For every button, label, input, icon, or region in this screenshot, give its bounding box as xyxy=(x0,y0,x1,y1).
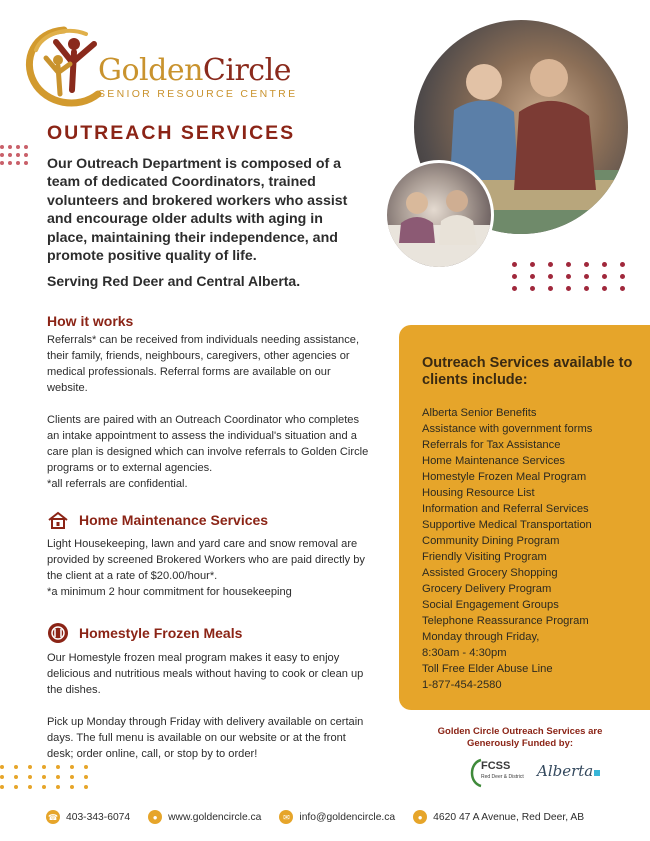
decorative-dots-right xyxy=(512,262,638,298)
intro-paragraph: Our Outreach Department is composed of a team of dedicated Coordinators, trained volunteers and brokered workers who assist and encourage older adults with aging in place, maintaining their independence, and promote positive quality of life. xyxy=(47,156,348,265)
how-it-works-body xyxy=(47,332,369,492)
mail-icon: ✉ xyxy=(279,810,293,824)
services-panel-heading: Outreach Services available to clients include: xyxy=(422,355,633,388)
service-item: Toll Free Elder Abuse Line xyxy=(422,663,553,675)
services-list xyxy=(422,405,650,693)
service-item: Monday through Friday, xyxy=(422,631,540,643)
referral-confidential-note: *all referrals are confidential. xyxy=(47,478,188,490)
fcss-sublabel: Red Deer & District xyxy=(481,774,524,780)
how-it-works-paragraph-2-text: Clients are paired with an Outreach Coordinator who completes an intake appointment to assess the individual's situation and a care plan is designed which can involve referrals to Golden Circle programs or to external agencies. xyxy=(47,414,369,474)
frozen-meals-heading: Homestyle Frozen Meals xyxy=(79,625,243,641)
service-item: Alberta Senior Benefits xyxy=(422,407,537,419)
service-item: Home Maintenance Services xyxy=(422,455,566,467)
how-it-works-paragraph-1: Referrals* can be received from individuals needing assistance, their family, friends, neighbours, caregivers, other agencies or medical professionals. Referral forms are available on our website. xyxy=(47,334,360,394)
funding-note: Golden Circle Outreach Services are Generously Funded by: xyxy=(437,726,603,749)
brand-name-golden: Golden xyxy=(98,53,203,88)
address-contact xyxy=(413,810,584,824)
home-maintenance-heading: Home Maintenance Services xyxy=(79,512,269,528)
alberta-logo xyxy=(537,762,600,780)
phone-contact[interactable] xyxy=(46,810,130,824)
service-item: 1-877-454-2580 xyxy=(422,679,502,691)
service-item: Friendly Visiting Program xyxy=(422,551,547,563)
how-it-works-heading: How it works xyxy=(47,313,134,329)
globe-icon: ● xyxy=(148,810,162,824)
website-link[interactable]: www.goldencircle.ca xyxy=(168,811,262,823)
service-item: Homestyle Frozen Meal Program xyxy=(422,471,587,483)
housekeeping-minimum-note: *a minimum 2 hour commitment for housekeeping xyxy=(47,586,292,598)
home-maintenance-header xyxy=(47,511,268,529)
services-panel xyxy=(399,325,650,710)
home-maintenance-paragraph xyxy=(47,536,369,600)
service-item: Information and Referral Services xyxy=(422,503,589,515)
service-item: Social Engagement Groups xyxy=(422,599,559,611)
house-icon xyxy=(47,511,69,529)
seniors-photo-small xyxy=(384,160,494,270)
service-item: Assisted Grocery Shopping xyxy=(422,567,558,579)
fcss-logo xyxy=(467,757,527,789)
location-pin-icon: ● xyxy=(413,810,427,824)
decorative-dots-bottom xyxy=(0,765,98,795)
home-maintenance-paragraph-text: Light Housekeeping, lawn and yard care and snow removal are provided by screened Brokered Workers who are paid directly by the client at a rate of $20.00/hour*. xyxy=(47,538,365,582)
alberta-label: Alberta xyxy=(537,762,594,780)
brand-name-circle: Circle xyxy=(202,53,291,88)
service-item: Referrals for Tax Assistance xyxy=(422,439,561,451)
phone-icon: ☎ xyxy=(46,810,60,824)
brand-wordmark xyxy=(98,53,298,100)
website-contact[interactable] xyxy=(148,810,261,824)
frozen-meals-body xyxy=(47,650,369,762)
contact-footer xyxy=(46,810,646,824)
email-contact[interactable] xyxy=(279,810,395,824)
decorative-dots-left xyxy=(0,145,32,169)
page-title: OUTREACH SERVICES xyxy=(47,122,296,144)
service-item: Assistance with government forms xyxy=(422,423,593,435)
service-item: Telephone Reassurance Program xyxy=(422,615,589,627)
frozen-meals-paragraph-2: Pick up Monday through Friday with delivery available on certain days. The full menu is available on our website or at the front desk; order online, call, or stop by to order! xyxy=(47,716,364,760)
service-item: Housing Resource List xyxy=(422,487,535,499)
plate-utensils-icon xyxy=(47,622,69,644)
service-item: 8:30am - 4:30pm xyxy=(422,647,507,659)
service-area: Serving Red Deer and Central Alberta. xyxy=(47,273,301,289)
fcss-label: FCSS xyxy=(481,760,511,772)
home-maintenance-body xyxy=(47,536,369,600)
phone-number[interactable]: 403-343-6074 xyxy=(66,811,131,823)
email-link[interactable]: info@goldencircle.ca xyxy=(299,811,396,823)
service-item: Community Dining Program xyxy=(422,535,560,547)
service-item: Grocery Delivery Program xyxy=(422,583,552,595)
service-item: Supportive Medical Transportation xyxy=(422,519,592,531)
frozen-meals-paragraph-1: Our Homestyle frozen meal program makes it easy to enjoy delicious and nutritious meals without having to cook or clean up the dishes. xyxy=(47,652,364,696)
how-it-works-paragraph-2 xyxy=(47,412,369,492)
street-address: 4620 47 A Avenue, Red Deer, AB xyxy=(433,811,585,823)
brand-tagline: SENIOR RESOURCE CENTRE xyxy=(98,88,298,100)
frozen-meals-header xyxy=(47,622,242,644)
